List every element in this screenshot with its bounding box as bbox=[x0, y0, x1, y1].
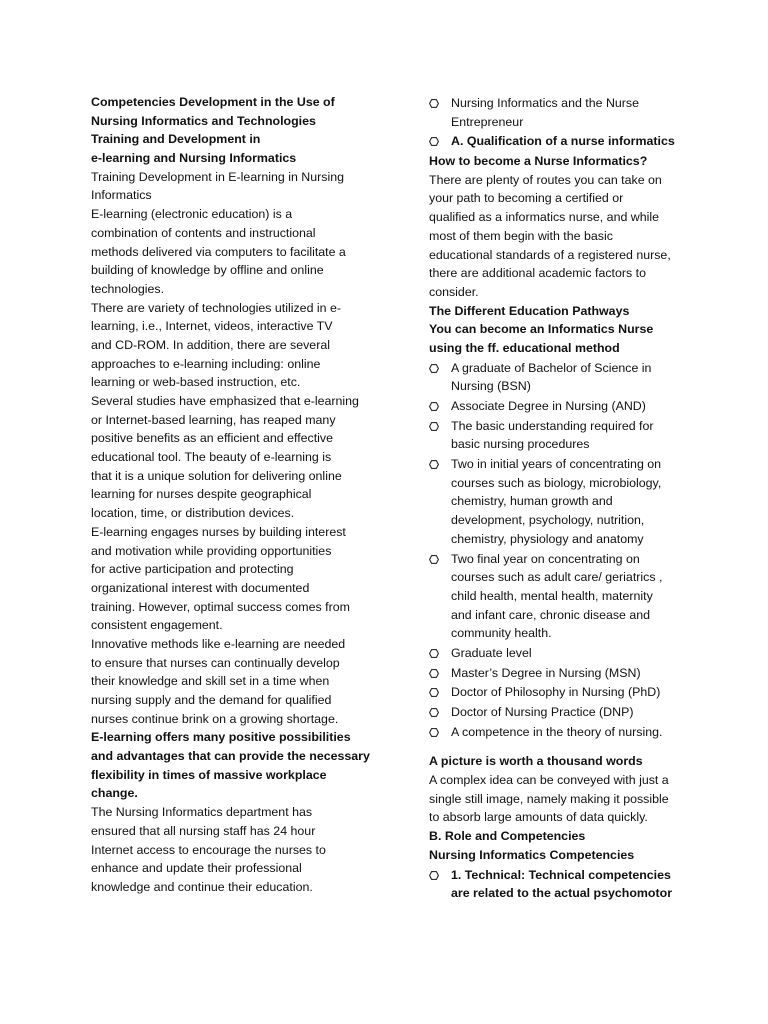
body-text-line: single still image, namely making it possible bbox=[429, 791, 669, 806]
heading-line: How to become a Nurse Informatics? bbox=[429, 154, 648, 169]
body-text-line: There are variety of technologies utilized in e- bbox=[91, 300, 342, 315]
body-text-line: their knowledge and skill set in a time when bbox=[91, 674, 330, 689]
list-item-text: Doctor of Philosophy in Nursing (PhD) bbox=[451, 685, 661, 700]
list-item-text: A graduate of Bachelor of Science in bbox=[451, 360, 652, 375]
body-text-line: approaches to e-learning including: online bbox=[91, 356, 321, 371]
heading-line: using the ff. educational method bbox=[429, 340, 620, 355]
hexagon-outline-icon bbox=[429, 99, 439, 108]
right-column bbox=[429, 93, 681, 904]
heading-line: You can become an Informatics Nurse bbox=[429, 322, 654, 337]
hexagon-outline-icon bbox=[429, 555, 439, 564]
heading-line: Nursing Informatics Competencies bbox=[429, 847, 635, 862]
list-item bbox=[429, 664, 681, 683]
hexagon-outline-icon bbox=[429, 708, 439, 717]
body-text-line: combination of contents and instructional bbox=[91, 225, 316, 240]
body-text-line: knowledge and continue their education. bbox=[91, 879, 313, 894]
hexagon-outline-icon bbox=[429, 137, 439, 146]
body-text-line: most of them begin with the basic bbox=[429, 228, 613, 243]
body-text-line: Several studies have emphasized that e-learning bbox=[91, 394, 359, 408]
list-item-text: Two final year on concentrating on bbox=[451, 551, 640, 566]
list-item-text: child health, mental health, maternity bbox=[451, 588, 653, 603]
heading-line: A picture is worth a thousand words bbox=[429, 754, 643, 769]
body-text-line: and motivation while providing opportunities bbox=[91, 543, 332, 558]
list-item-text: and infant care, chronic disease and bbox=[451, 607, 651, 622]
body-text-line: E-learning (electronic education) is a bbox=[91, 207, 293, 222]
body-text-line: A complex idea can be conveyed with just a bbox=[429, 773, 669, 788]
heading-line: change. bbox=[91, 786, 138, 801]
hexagon-outline-icon bbox=[429, 669, 439, 678]
list-item-text: Nursing (BSN) bbox=[451, 379, 531, 394]
body-text-line: learning for nurses despite geographical bbox=[91, 487, 312, 502]
body-text-line: The Nursing Informatics department has bbox=[91, 805, 313, 820]
list-item bbox=[429, 703, 681, 722]
hexagon-outline-icon bbox=[429, 402, 439, 411]
list-item bbox=[429, 866, 681, 903]
list-item bbox=[429, 417, 681, 454]
body-text-line: for active participation and protecting bbox=[91, 562, 294, 577]
list-item-text: A. Qualification of a nurse informatics bbox=[451, 134, 675, 149]
body-text-line: educational standards of a registered nurse, bbox=[429, 247, 671, 262]
body-text-line: technologies. bbox=[91, 281, 165, 296]
hexagon-outline-icon bbox=[429, 728, 439, 737]
list-item bbox=[429, 132, 681, 151]
body-text-line: organizational interest with documented bbox=[91, 580, 310, 595]
body-text-line: nursing supply and the demand for qualified bbox=[91, 693, 332, 707]
list-item-text: Master’s Degree in Nursing (MSN) bbox=[451, 665, 641, 680]
body-text-line: There are plenty of routes you can take on bbox=[429, 172, 662, 187]
body-text-line: learning, i.e., Internet, videos, interactive TV bbox=[91, 319, 333, 334]
list-item-text: Associate Degree in Nursing (AND) bbox=[451, 399, 646, 413]
body-text-line: nurses continue brink on a growing shortage. bbox=[91, 711, 339, 726]
list-item bbox=[429, 94, 681, 131]
hexagon-outline-icon bbox=[429, 871, 439, 880]
list-item-text: Entrepreneur bbox=[451, 114, 524, 129]
list-item-text: Graduate level bbox=[451, 645, 532, 660]
body-text-line: that it is a unique solution for delivering online bbox=[91, 468, 342, 483]
list-item bbox=[429, 683, 681, 702]
list-item bbox=[429, 455, 681, 548]
body-text-line: Informatics bbox=[91, 188, 152, 203]
list-item-text: Doctor of Nursing Practice (DNP) bbox=[451, 705, 634, 719]
body-text-line: learning or web-based instruction, etc. bbox=[91, 375, 301, 390]
body-text-line: consistent engagement. bbox=[91, 618, 223, 633]
body-text-line: Innovative methods like e-learning are needed bbox=[91, 636, 346, 651]
body-text-line: there are additional academic factors to bbox=[429, 266, 646, 281]
list-item-text: chemistry, physiology and anatomy bbox=[451, 531, 644, 546]
heading-line: The Different Education Pathways bbox=[429, 303, 630, 318]
list-item-text: courses such as adult care/ geriatrics , bbox=[451, 570, 663, 585]
list-item-text: development, psychology, nutrition, bbox=[451, 513, 645, 528]
hexagon-outline-icon bbox=[429, 422, 439, 431]
body-text-line: Training Development in E-learning in Nursing bbox=[91, 169, 344, 184]
body-text-line: consider. bbox=[429, 284, 479, 299]
body-text-line: enhance and update their professional bbox=[91, 861, 302, 876]
body-text-line: to ensure that nurses can continually develop bbox=[91, 655, 340, 670]
list-item-text: Two in initial years of concentrating on bbox=[451, 457, 662, 472]
heading-line: and advantages that can provide the necessary bbox=[91, 749, 370, 764]
body-text-line: Internet access to encourage the nurses to bbox=[91, 842, 326, 857]
hexagon-outline-icon bbox=[429, 649, 439, 658]
body-text-line: positive benefits as an efficient and effective bbox=[91, 431, 334, 446]
list-item-text: A competence in the theory of nursing. bbox=[451, 724, 663, 739]
heading-line: B. Role and Competencies bbox=[429, 829, 586, 844]
body-text-line: your path to becoming a certified or bbox=[429, 191, 624, 206]
hexagon-outline-icon bbox=[429, 364, 439, 373]
body-text-line: educational tool. The beauty of e-learning is bbox=[91, 450, 332, 465]
list-item-text: 1. Technical: Technical competencies bbox=[451, 867, 671, 882]
list-item bbox=[429, 723, 681, 742]
heading-line: E-learning offers many positive possibilities bbox=[91, 730, 351, 745]
left-column bbox=[91, 93, 370, 897]
heading-line: Nursing Informatics and Technologies bbox=[91, 113, 316, 128]
hexagon-outline-icon bbox=[429, 688, 439, 697]
list-item-text: courses such as biology, microbiology, bbox=[451, 475, 662, 490]
body-text-line: to absorb large amounts of data quickly. bbox=[429, 810, 648, 825]
list-item bbox=[429, 550, 681, 643]
list-item-text: community health. bbox=[451, 626, 552, 641]
heading-line: flexibility in times of massive workplace bbox=[91, 767, 327, 782]
list-item-text: The basic understanding required for bbox=[451, 418, 654, 433]
body-text-line: and CD-ROM. In addition, there are several bbox=[91, 337, 330, 352]
list-item bbox=[429, 397, 681, 416]
body-text-line: or Internet-based learning, has reaped many bbox=[91, 412, 336, 427]
body-text-line: qualified as a informatics nurse, and while bbox=[429, 210, 660, 225]
list-item-text: chemistry, human growth and bbox=[451, 494, 613, 509]
list-item-text: basic nursing procedures bbox=[451, 437, 590, 452]
list-item-text: are related to the actual psychomotor bbox=[451, 886, 673, 901]
body-text-line: E-learning engages nurses by building interest bbox=[91, 524, 346, 539]
list-item bbox=[429, 359, 681, 396]
heading-line: Competencies Development in the Use of bbox=[91, 95, 335, 109]
paragraph-spacer bbox=[429, 742, 681, 752]
body-text-line: training. However, optimal success comes from bbox=[91, 599, 350, 614]
body-text-line: ensured that all nursing staff has 24 hour bbox=[91, 823, 316, 838]
hexagon-outline-icon bbox=[429, 460, 439, 469]
list-item-text: Nursing Informatics and the Nurse bbox=[451, 96, 640, 110]
heading-line: e-learning and Nursing Informatics bbox=[91, 151, 297, 166]
body-text-line: building of knowledge by offline and online bbox=[91, 263, 324, 278]
body-text-line: location, time, or distribution devices. bbox=[91, 506, 295, 521]
list-item bbox=[429, 644, 681, 663]
heading-line: Training and Development in bbox=[91, 132, 261, 147]
body-text-line: methods delivered via computers to facilitate a bbox=[91, 244, 346, 259]
